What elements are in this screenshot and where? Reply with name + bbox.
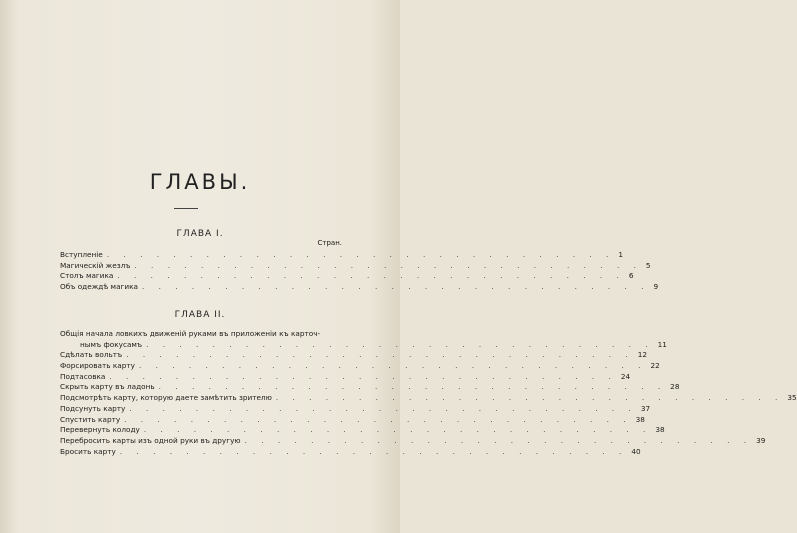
toc-entry: нымъ фокусамъ . . . . . . . . . . . . . . . . . . . . . . . . . . . . . . . 11 — [60, 340, 344, 351]
toc-entry-page: 28 — [670, 382, 680, 392]
toc-entry: Вступленіе . . . . . . . . . . . . . . . . . . . . . . . . . . . . . . . 1 — [60, 250, 623, 259]
chapter-1-heading: ГЛАВА I. — [176, 229, 224, 239]
chapter-2-heading: ГЛАВА II. — [174, 310, 226, 320]
toc-entry: Скрыть карту въ ладонь . . . . . . . . . . . . . . . . . . . . . . . . . . . . . . . 28 — [60, 382, 680, 392]
toc-entry: Магическій жезлъ . . . . . . . . . . . . . . . . . . . . . . . . . . . . . . . 5 — [60, 260, 651, 270]
toc-entry-text: нымъ фокусамъ — [80, 339, 143, 349]
toc-entry-text: Перебросить карты изъ одной руки въ другую — [60, 435, 241, 445]
toc-entry — [60, 329, 344, 340]
toc-entry-page: 37 — [640, 403, 651, 413]
toc-entry: Столъ магика . . . . . . . . . . . . . . . . . . . . . . . . . . . . . . . 6 — [60, 271, 634, 281]
title-divider — [174, 208, 198, 209]
page-column-label: Стран. — [317, 239, 342, 247]
toc-entry-page: 5 — [645, 260, 651, 270]
toc-entry-text: Общія начала ловкихъ движеній руками въ приложеніи къ карточ- — [60, 329, 321, 338]
toc-entry-page: 39 — [756, 435, 766, 445]
toc-entry-text: Вступленіе — [60, 250, 103, 259]
toc-entry-text: Подтасовка — [60, 371, 106, 381]
toc-entry-text: Объ одеждѣ магика — [60, 282, 138, 292]
toc-entry: Бросить карту . . . . . . . . . . . . . . . . . . . . . . . . . . . . . . . 40 — [60, 446, 641, 456]
toc-entry-page: 22 — [650, 361, 660, 371]
toc-entry: Форсировать карту . . . . . . . . . . . . . . . . . . . . . . . . . . . . . . . 22 — [60, 361, 660, 371]
toc-entry-page: 38 — [655, 425, 665, 435]
toc-entry: Подтасовка . . . . . . . . . . . . . . . . . . . . . . . . . . . . . . . 24 — [60, 371, 631, 381]
toc-entry-page: 9 — [653, 282, 659, 292]
toc-entry: Сдѣлать вольтъ . . . . . . . . . . . . . . . . . . . . . . . . . . . . . . . 12 — [60, 350, 647, 360]
toc-entry: Подсунуть карту . . . . . . . . . . . . . . . . . . . . . . . . . . . . . . . 37 — [60, 403, 651, 413]
toc-entry-text: Скрыть карту въ ладонь — [60, 382, 155, 392]
toc-entry-text: Столъ магика — [60, 271, 114, 281]
chapter-1-toc — [60, 250, 659, 293]
toc-entry-page: 11 — [657, 339, 667, 349]
toc-entry-text: Форсировать карту — [60, 361, 135, 371]
toc-entry: Спустить карту . . . . . . . . . . . . . . . . . . . . . . . . . . . . . . . 38 — [60, 414, 645, 424]
toc-entry: Перевернуть колоду . . . . . . . . . . . . . . . . . . . . . . . . . . . . . . . 38 — [60, 425, 665, 435]
toc-entry-text: Магическій жезлъ — [60, 260, 131, 270]
page-title: ГЛАВЫ. — [149, 170, 251, 194]
toc-entry-page: 12 — [637, 350, 647, 360]
toc-entry-page: 38 — [635, 414, 645, 424]
toc-entry-text: Спустить карту — [60, 414, 121, 424]
toc-entry: Перебросить карты изъ одной руки въ другую . . . . . . . . . . . . . . . . . . . . . . . . . . . . . . . 39 — [60, 435, 766, 445]
toc-entry: Объ одеждѣ магика . . . . . . . . . . . . . . . . . . . . . . . . . . . . . . . 9 — [60, 282, 659, 292]
toc-entry-page: 40 — [631, 446, 641, 456]
toc-entry-page: 6 — [628, 271, 634, 281]
chapter-2-toc — [60, 329, 797, 457]
toc-entry-text: Перевернуть колоду — [60, 425, 140, 435]
toc-entry-text: Сдѣлать вольтъ — [60, 350, 123, 360]
toc-entry-text: Подсунуть карту — [60, 403, 126, 413]
toc-entry-page: 1 — [618, 250, 623, 259]
toc-entry-page: 24 — [620, 371, 631, 381]
toc-entry: Подсмотрѣть карту, которую даете замѣтить зрителю . . . . . . . . . . . . . . . . . . . . . . . . . . . . . . . 35 — [60, 393, 797, 403]
toc-entry-page: 35 — [787, 393, 797, 403]
toc-entry-text: Подсмотрѣть карту, которую даете замѣтить зрителю — [60, 393, 272, 403]
toc-entry-text: Бросить карту — [60, 446, 116, 456]
